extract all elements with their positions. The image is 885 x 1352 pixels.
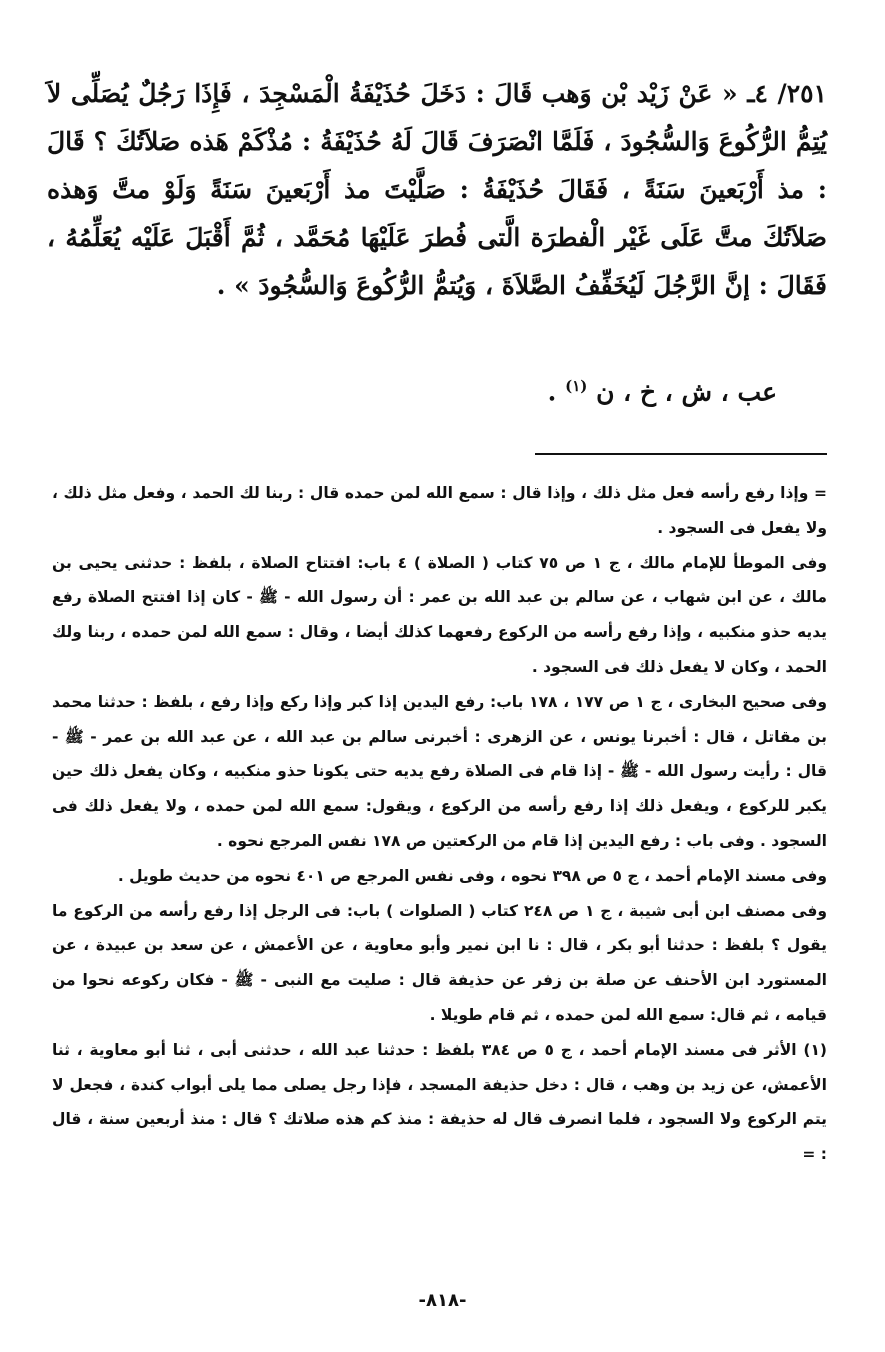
- footnote-paragraph: وفى مسند الإمام أحمد ، ج ٥ ص ٣٩٨ نحوه ، وفى نفس المرجع ص ٤٠١ نحوه من حديث طويل .: [117, 866, 827, 885]
- sources-end: .: [547, 377, 557, 407]
- footnote-paragraph: وفى صحيح البخارى ، ج ١ ص ١٧٧ ، ١٧٨ باب: رفع اليدين إذا كبر وإذا ركع وإذا رفع ، بلفظ : حدثنا محمد بن مقاتل ، قال : أخبرنا يونس ، عن الزهرى : أخبرنى سالم بن عبد الله ، عن عبد الله بن عمر - ﷺ - قال : رأيت رسول الله - ﷺ - إذا قام فى الصلاة رفع يديه حتى يكونا حذو منكبيه ، وكان يفعل ذلك حين يكبر للركوع ، ويفعل ذلك إذا رفع رأسه من الركوع ، ويقول: سمع الله لمن حمده ، ولا يفعل ذلك فى السجود . وفى باب : رفع اليدين إذا قام من الركعتين ص ١٧٨ نفس المرجع نحوه .: [52, 692, 827, 850]
- hadith-main-text: [47, 70, 827, 310]
- footnotes-section: [52, 476, 827, 1172]
- page-number: -٨١٨-: [418, 1290, 467, 1311]
- footnote-paragraph: (١) الأثر فى مسند الإمام أحمد ، ج ٥ ص ٣٨٤ بلفظ : حدثنا عبد الله ، حدثنى أبى ، ثنا أبو معاوية ، ثنا الأعمش، عن زيد بن وهب ، قال : دخل حذيفة المسجد ، فإذا رجل يصلى مما يلى أبواب كندة ، فجعل لا يتم الركوع ولا السجود ، فلما انصرف قال له حذيفة : منذ كم هذه صلاتك ؟ قال : منذ أربعين سنة ، قال : =: [52, 1040, 827, 1164]
- hadith-sources: [548, 366, 777, 412]
- footnote-divider: [535, 453, 827, 455]
- footnote-marker: (١): [565, 377, 588, 395]
- sources-abbreviations: عب ، ش ، خ ، ن: [596, 377, 777, 407]
- footnote-paragraph: وفى مصنف ابن أبى شيبة ، ج ١ ص ٢٤٨ كتاب ( الصلوات ) باب: فى الرجل إذا رفع رأسه من الركوع ما يقول ؟ بلفظ : حدثنا أبو بكر ، قال : نا ابن نمير وأبو معاوية ، عن الأعمش ، عن سعد بن عبيدة ، عن المستورد ابن الأحنف عن صلة بن زفر عن حذيفة قال : صليت مع النبى - ﷺ - فكان ركوعه نحوا من قيامه ، ثم قال: سمع الله لمن حمده ، ثم قام طويلا .: [52, 901, 827, 1024]
- footnote-paragraph: وفى الموطأ للإمام مالك ، ج ١ ص ٧٥ كتاب ( الصلاة ) ٤ باب: افتتاح الصلاة ، بلفظ : حدثنى يحيى بن مالك ، عن ابن شهاب ، عن سالم بن عبد الله بن عمر : أن رسول الله - ﷺ - كان إذا افتتح الصلاة رفع يديه حذو منكبيه ، وإذا رفع رأسه من الركوع رفعهما كذلك أيضا ، وقال : سمع الله لمن حمده ، ربنا ولك الحمد ، وكان لا يفعل ذلك فى السجود .: [52, 553, 827, 676]
- hadith-paragraph: ٢٥١/ ٤ـ « عَنْ زَيْد بْن وَهب قَالَ : دَخَلَ حُذَيْفَةُ الْمَسْجِدَ ، فَإِذَا رَجُلٌ يُصَلِّى لاَ يُتِمُّ الرُّكُوعَ وَالسُّجُودَ ، فَلَمَّا انْصَرَفَ قَالَ لَهُ حُذَيْفَةُ : مُذْكَمْ هَذه صَلاَتُكَ ؟ قَالَ : مذ أَرْبَعينَ سَنَةً ، فَقَالَ حُذَيْفَةُ : صَلَّيْتَ مذ أَرْبَعينَ سَنَةً وَلَوْ متَّ وَهذه صَلاَتُكَ متَّ عَلَى غَيْر الْفطرَة الَّتى فُطرَ عَلَيْهَا مُحَمَّد ، ثُمَّ أَقْبَلَ عَلَيْه يُعَلِّمُهُ ، فَقَالَ : إنَّ الرَّجُلَ لَيُخَفِّفُ الصَّلاَةَ ، وَيُتمُّ الرُّكُوعَ وَالسُّجُودَ » .: [47, 79, 827, 300]
- footnote-paragraph: = وإذا رفع رأسه فعل مثل ذلك ، وإذا قال : سمع الله لمن حمده قال : ربنا لك الحمد ، وفعل مثل ذلك ، ولا يفعل فى السجود .: [52, 484, 827, 537]
